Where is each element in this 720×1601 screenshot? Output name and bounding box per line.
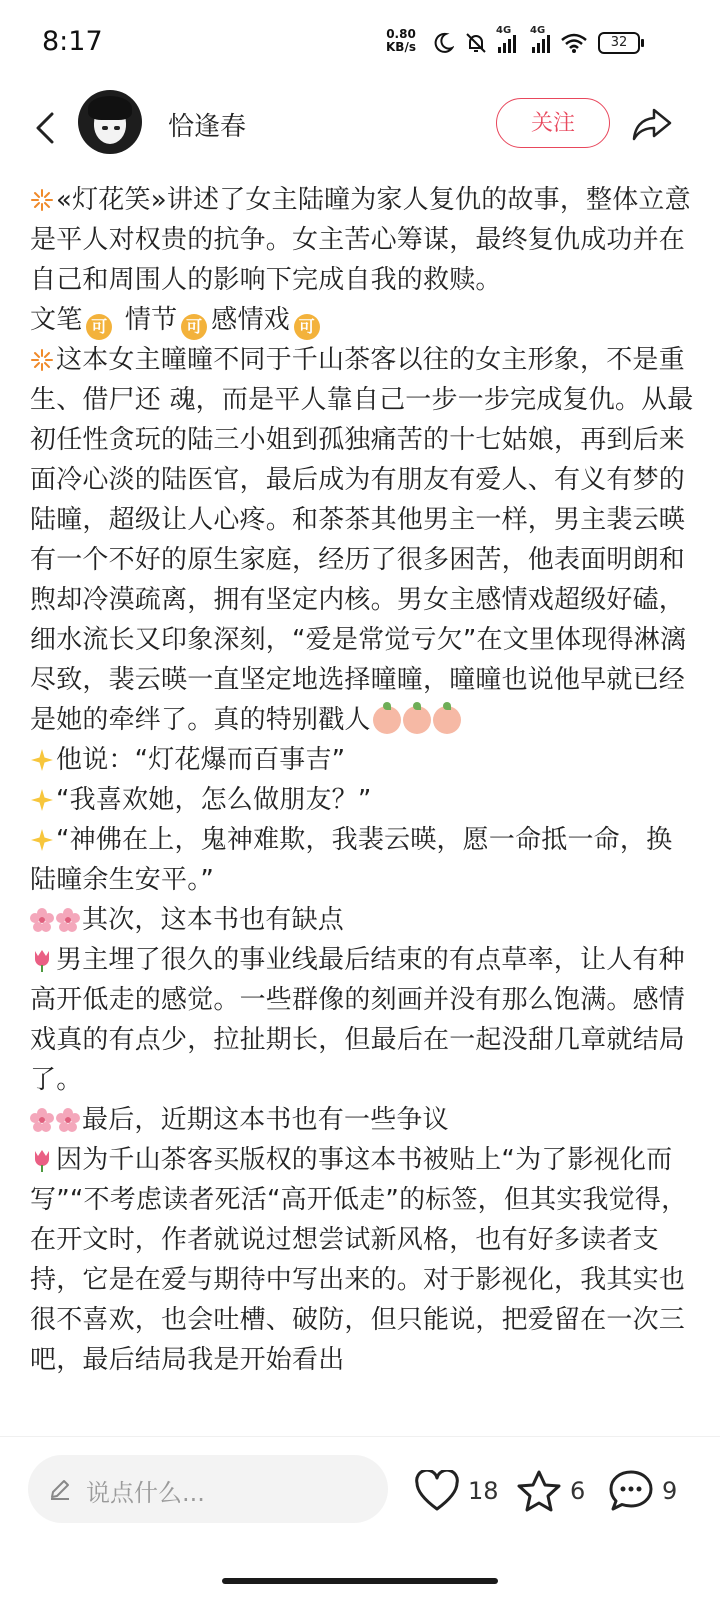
- section-heading-drawbacks: [30, 900, 698, 940]
- status-icons: [432, 26, 640, 60]
- pencil-icon: [48, 1477, 72, 1501]
- cherry-blossom-emoji-icon: [30, 1108, 54, 1132]
- avatar[interactable]: [78, 90, 142, 154]
- heart-icon: [414, 1470, 460, 1512]
- wifi-icon: [560, 32, 588, 54]
- comment-button[interactable]: [608, 1471, 677, 1511]
- signal-icon-2: [530, 25, 550, 53]
- tulip-emoji-icon: [30, 948, 54, 972]
- star-button[interactable]: [516, 1471, 585, 1511]
- sparkle-star-emoji-icon: [30, 828, 54, 852]
- paragraph-review-text: 这本女主曈曈不同于千山茶客以往的女主形象，不是重生、借尸还 魂，而是平人靠自己一步一步完成复仇。从最初任性贪玩的陆三小姐到孤独痛苦的十七姑娘，再到后来面冷心淡的陆医官，最后成为有朋友有爱人、有义有梦的陆曈，超级让人心疼。和茶茶其他男主一样，男主裴云暎有一个不好的原生家庭，经历了很多困苦，他表面明朗和煦却冷漠疏离，拥有坚定内核。男女主感情戏超级好磕，细水流长又印象深刻，“爱是常觉亏欠”在文里体现得淋漓尽致，裴云暎一直坚定地选择曈曈，曈曈也说他早就已经是她的牵绊了。真的特别戳人: [30, 345, 694, 735]
- mute-bell-icon: [464, 31, 488, 55]
- paragraph-drawbacks: [30, 940, 698, 1100]
- quote-line-2: [30, 780, 698, 820]
- signal-tag-1: 4G: [496, 25, 512, 36]
- paragraph-intro: [30, 180, 698, 300]
- quote-2-text: “我喜欢她，怎么做朋友？”: [56, 785, 372, 815]
- cherry-blossom-emoji-icon: [56, 908, 80, 932]
- post-header: [0, 88, 720, 168]
- tulip-emoji-icon: [30, 1148, 54, 1172]
- like-button[interactable]: [414, 1471, 499, 1511]
- bottom-action-bar: [0, 1436, 720, 1601]
- network-speed-unit: KB/s: [386, 40, 416, 54]
- comment-placeholder: 说点什么...: [86, 1479, 205, 1507]
- battery-icon: 32: [598, 32, 640, 54]
- network-speed-value: 0.80: [386, 27, 416, 41]
- paragraph-intro-text: «灯花笑»讲述了女主陆曈为家人复仇的故事，整体立意是平人对权贵的抗争。女主苦心筹谋，最终复仇成功并在自己和周围人的影响下完成自我的救赎。: [30, 185, 691, 295]
- star-count: 6: [570, 1477, 586, 1505]
- follow-button[interactable]: 关注: [496, 98, 610, 148]
- rating-writing-label: 文笔: [30, 305, 83, 335]
- section-heading-controversy: [30, 1100, 698, 1140]
- status-bar: [0, 0, 720, 86]
- back-arrow-icon[interactable]: [26, 108, 66, 148]
- rating-badge-writing: 可: [86, 314, 112, 340]
- comment-input[interactable]: [28, 1455, 388, 1523]
- ratings-line: [30, 300, 698, 340]
- drawbacks-heading-text: 其次，这本书也有缺点: [82, 905, 345, 935]
- moon-icon: [432, 32, 454, 54]
- quote-3-text: “神佛在上，鬼神难欺，我裴云暎，愿一命抵一命，换陆曈余生安平。”: [30, 825, 673, 895]
- quote-1-text: 他说：“灯花爆而百事吉”: [56, 745, 346, 775]
- quote-line-1: [30, 740, 698, 780]
- rating-badge-romance: 可: [294, 314, 320, 340]
- peach-emoji-icon: [403, 706, 431, 734]
- firework-emoji-icon: [30, 348, 54, 372]
- cherry-blossom-emoji-icon: [56, 1108, 80, 1132]
- post-content: [30, 180, 698, 1436]
- signal-icon-1: [496, 25, 516, 53]
- home-indicator[interactable]: [222, 1578, 498, 1584]
- rating-badge-plot: 可: [181, 314, 207, 340]
- status-time: 8:17: [42, 26, 103, 57]
- comment-bubble-icon: [608, 1469, 654, 1513]
- peach-emoji-icon: [433, 706, 461, 734]
- signal-tag-2: 4G: [530, 25, 546, 36]
- star-icon: [516, 1469, 562, 1513]
- paragraph-controversy: [30, 1140, 698, 1380]
- cherry-blossom-emoji-icon: [30, 908, 54, 932]
- controversy-heading-text: 最后，近期这本书也有一些争议: [82, 1105, 449, 1135]
- rating-plot-label: 情节: [124, 305, 178, 335]
- paragraph-drawbacks-text: 男主埋了很久的事业线最后结束的有点草率，让人有种高开低走的感觉。一些群像的刻画并没有那么饱满。感情戏真的有点少，拉扯期长，但最后在一起没甜几章就结局了。: [30, 945, 686, 1095]
- paragraph-controversy-text: 因为千山茶客买版权的事这本书被贴上“为了影视化而写”“不考虑读者死活“高开低走”的标签，但其实我觉得，在开文时，作者就说过想尝试新风格，也有好多读者支持，它是在爱与期待中写出来的。对于影视化，我其实也很不喜欢，也会吐槽、破防，但只能说，把爱留在一次三吧，最后结局我是开始看出: [30, 1145, 688, 1375]
- like-count: 18: [468, 1477, 499, 1505]
- comment-count: 9: [662, 1477, 678, 1505]
- network-speed: [386, 28, 416, 54]
- share-icon[interactable]: [630, 104, 674, 144]
- paragraph-review: [30, 340, 698, 740]
- username[interactable]: 恰逢春: [168, 112, 247, 142]
- rating-romance-label: 感情戏: [211, 305, 290, 335]
- sparkle-star-emoji-icon: [30, 748, 54, 772]
- quote-line-3: [30, 820, 698, 900]
- peach-emoji-icon: [373, 706, 401, 734]
- sparkle-star-emoji-icon: [30, 788, 54, 812]
- firework-emoji-icon: [30, 188, 54, 212]
